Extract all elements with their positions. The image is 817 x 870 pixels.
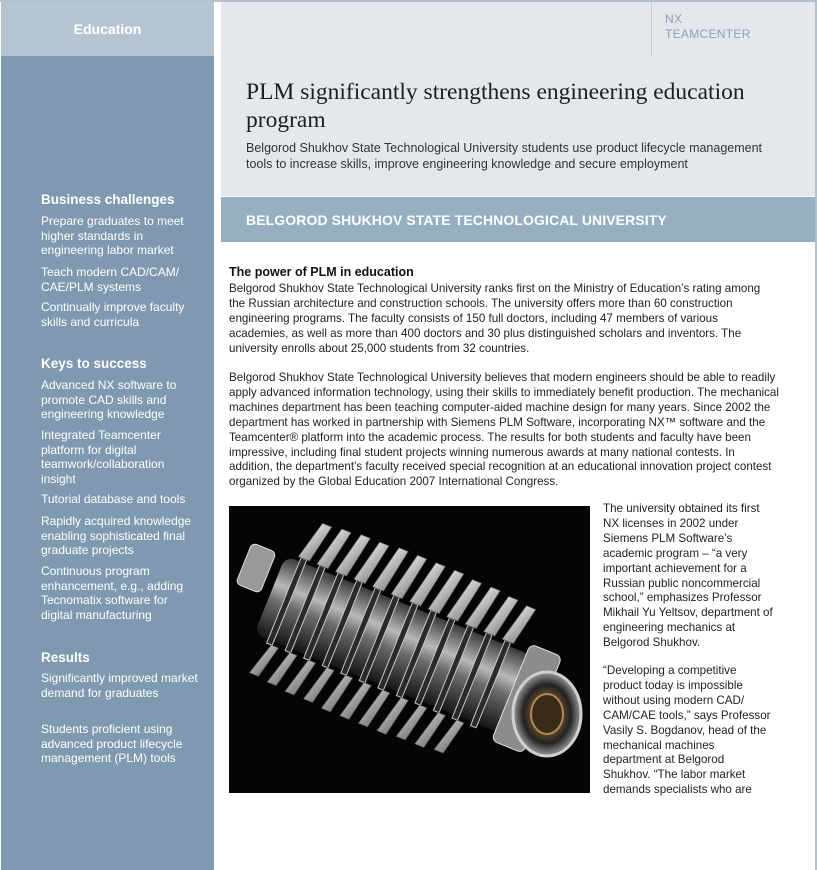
key-to-success-item: Rapidly acquired knowledge enabling sophisticated final graduate projects (41, 514, 192, 558)
paragraph-1: Belgorod Shukhov State Technological University ranks first on the Ministry of Education’s rating among the Russian architecture and construction schools. The university offers more than 60 construction engineering programs. The faculty consists of 150 full doctors, including 47 members of various academies, as well as more than 400 doctors and 30 plus distinguished scholars and inventors. The university enrolls about 25,000 students from 32 countries. (229, 282, 761, 355)
business-challenge-item: Teach modern CAD/CAM/ CAE/PLM systems (41, 265, 180, 294)
keys-to-success-title: Keys to success (41, 356, 147, 371)
paragraph-2: Belgorod Shukhov State Technological University believes that modern engineers should be able to readily apply advanced information technology, using their skills to immediately benefit production. The mechanical machines department has been teaching computer-aided machine design for many years. Since 2002 the department has worked in partnership with Siemens PLM Software, incorporating NX™ software and the Teamcenter® platform into the academic process. The results for both students and faculty have been impressive, including final student projects winning numerous awards at many national contests. In addition, the department’s faculty received special recognition at an educational innovation project contest organized by the Global Education 2007 International Congress. (229, 371, 779, 489)
side-paragraph-1: The university obtained its first NX licenses in 2002 under Siemens PLM Software’s academic program – “a very important achievement for a Russian public noncommercial school,” emphasizes Professor Mikhail Yu Yeltsov, department of engineering mechanics at Belgorod Shukhov. (603, 502, 773, 650)
business-challenge-item: Continually improve faculty skills and curricula (41, 300, 185, 329)
business-challenge-item: Prepare graduates to meet higher standards in engineering labor market (41, 214, 184, 258)
university-banner: BELGOROD SHUKHOV STATE TECHNOLOGICAL UNIVERSITY (221, 197, 815, 242)
key-to-success-item: Tutorial database and tools (41, 492, 186, 506)
key-to-success-item: Continuous program enhancement, e.g., adding Tecnomatix software for digital manufacturing (41, 564, 184, 622)
business-challenges-title: Business challenges (41, 192, 175, 207)
result-item: Students proficient using advanced product lifecycle management (PLM) tools (41, 722, 183, 766)
side-paragraph-2: “Developing a competitive product today is impossible without using modern CAD/ CAM/CAE tools,” says Professor Vasily S. Bogdanov, head of the mechanical machines department at Belgorod Shukhov. “The labor market demands specialists who are (603, 664, 771, 797)
sidebar-header: Education (1, 2, 214, 56)
product-labels (665, 12, 751, 42)
page-title: PLM significantly strengthens engineering education program (246, 79, 745, 133)
machine-render-graphic (229, 506, 590, 793)
page-subtitle: Belgorod Shukhov State Technological University students use product lifecycle management tools to increase skills, improve engineering knowledge and secure employment (246, 141, 763, 171)
key-to-success-item: Integrated Teamcenter platform for digital teamwork/collaboration insight (41, 428, 165, 486)
key-to-success-item: Advanced NX software to promote CAD skills and engineering knowledge (41, 378, 177, 422)
results-title: Results (41, 650, 90, 665)
product-divider (651, 2, 652, 56)
product-teamcenter: TEAMCENTER (665, 27, 751, 41)
product-nx: NX (665, 12, 683, 26)
result-item: Significantly improved market demand for graduates (41, 671, 198, 700)
section-heading: The power of PLM in education (229, 265, 414, 279)
machine-render-image (229, 506, 590, 793)
